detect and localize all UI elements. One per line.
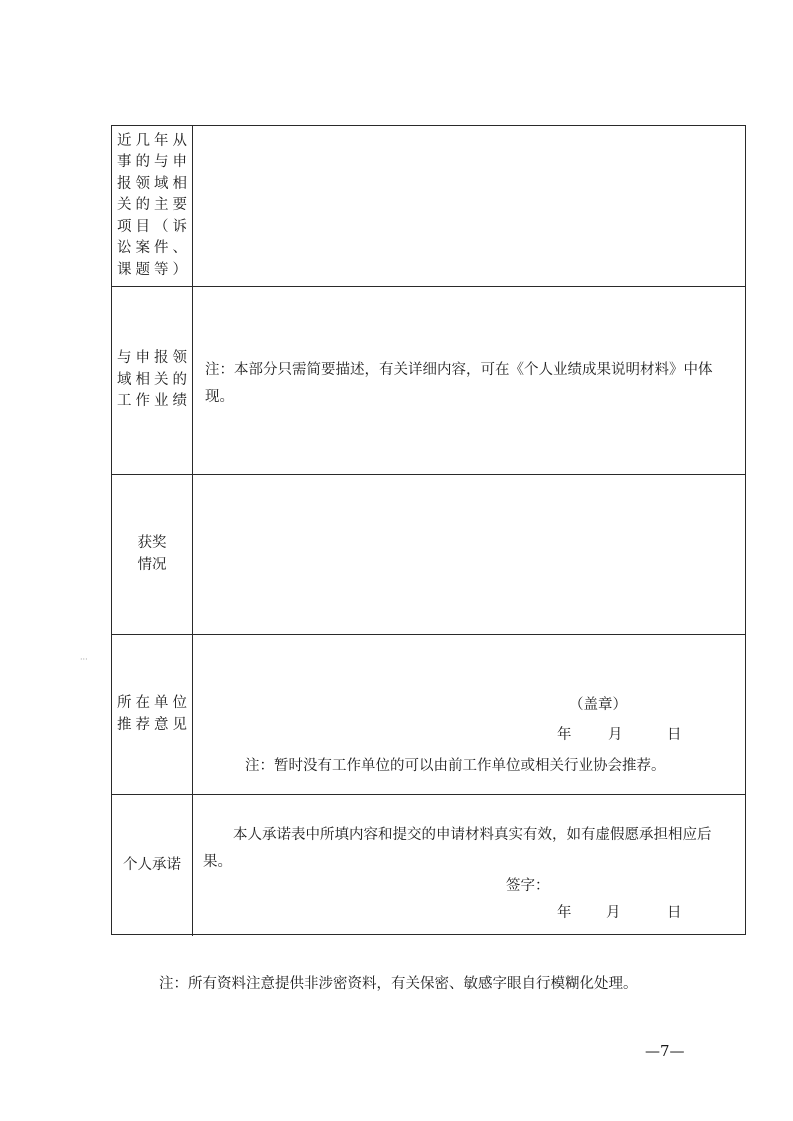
scan-artifact: ··· xyxy=(80,655,88,664)
row-label-main-projects: 近几年从 事的与申 报领域相 关的主要 项目（诉 讼案件、 课题等） xyxy=(117,132,187,278)
table-row-work-achievements xyxy=(112,287,745,475)
personal-pledge-content-cell[interactable] xyxy=(193,795,745,936)
date-year-label: 年 xyxy=(557,727,572,743)
page-footnote: 注：所有资料注意提供非涉密资料，有关保密、敏感字眼自行模糊化处理。 xyxy=(159,976,638,992)
awards-content-cell[interactable] xyxy=(193,475,745,634)
signature-label: 签字： xyxy=(506,878,550,894)
recommendation-note: 注：暂时没有工作单位的可以由前工作单位或相关行业协会推荐。 xyxy=(245,758,666,774)
main-projects-content-cell[interactable] xyxy=(193,126,745,286)
date-month-label: 月 xyxy=(606,905,621,921)
row-label-work-achievements: 与申报领 域相关的 工作业绩 xyxy=(117,350,187,410)
row-label-cell xyxy=(112,795,193,936)
work-achievements-note: 注：本部分只需简要描述，有关详细内容，可在《个人业绩成果说明材料》中体现。 xyxy=(205,362,713,405)
seal-placeholder: （盖章） xyxy=(569,697,627,713)
page-number: —7— xyxy=(645,1042,685,1060)
row-label-cell xyxy=(112,475,193,634)
date-year-label: 年 xyxy=(557,905,572,921)
table-row-awards xyxy=(112,475,745,635)
table-row-unit-recommendation xyxy=(112,635,745,795)
row-label-cell xyxy=(112,635,193,794)
row-label-cell xyxy=(112,126,193,286)
application-form-table xyxy=(111,125,746,935)
date-day-label: 日 xyxy=(667,727,682,743)
date-day-label: 日 xyxy=(667,905,682,921)
work-achievements-content-cell[interactable] xyxy=(193,287,745,474)
unit-recommendation-content-cell[interactable] xyxy=(193,635,745,794)
pledge-statement: 本人承诺表中所填内容和提交的申请材料真实有效，如有虚假愿承担相应后果。 xyxy=(203,827,712,870)
table-row-personal-pledge xyxy=(112,795,745,936)
row-label-awards: 获奖 情况 xyxy=(137,535,167,573)
row-label-cell xyxy=(112,287,193,474)
row-label-personal-pledge: 个人承诺 xyxy=(123,856,181,873)
row-label-unit-recommendation: 所在单位 推荐意见 xyxy=(117,695,187,733)
date-month-label: 月 xyxy=(608,727,623,743)
table-row-main-projects xyxy=(112,126,745,287)
